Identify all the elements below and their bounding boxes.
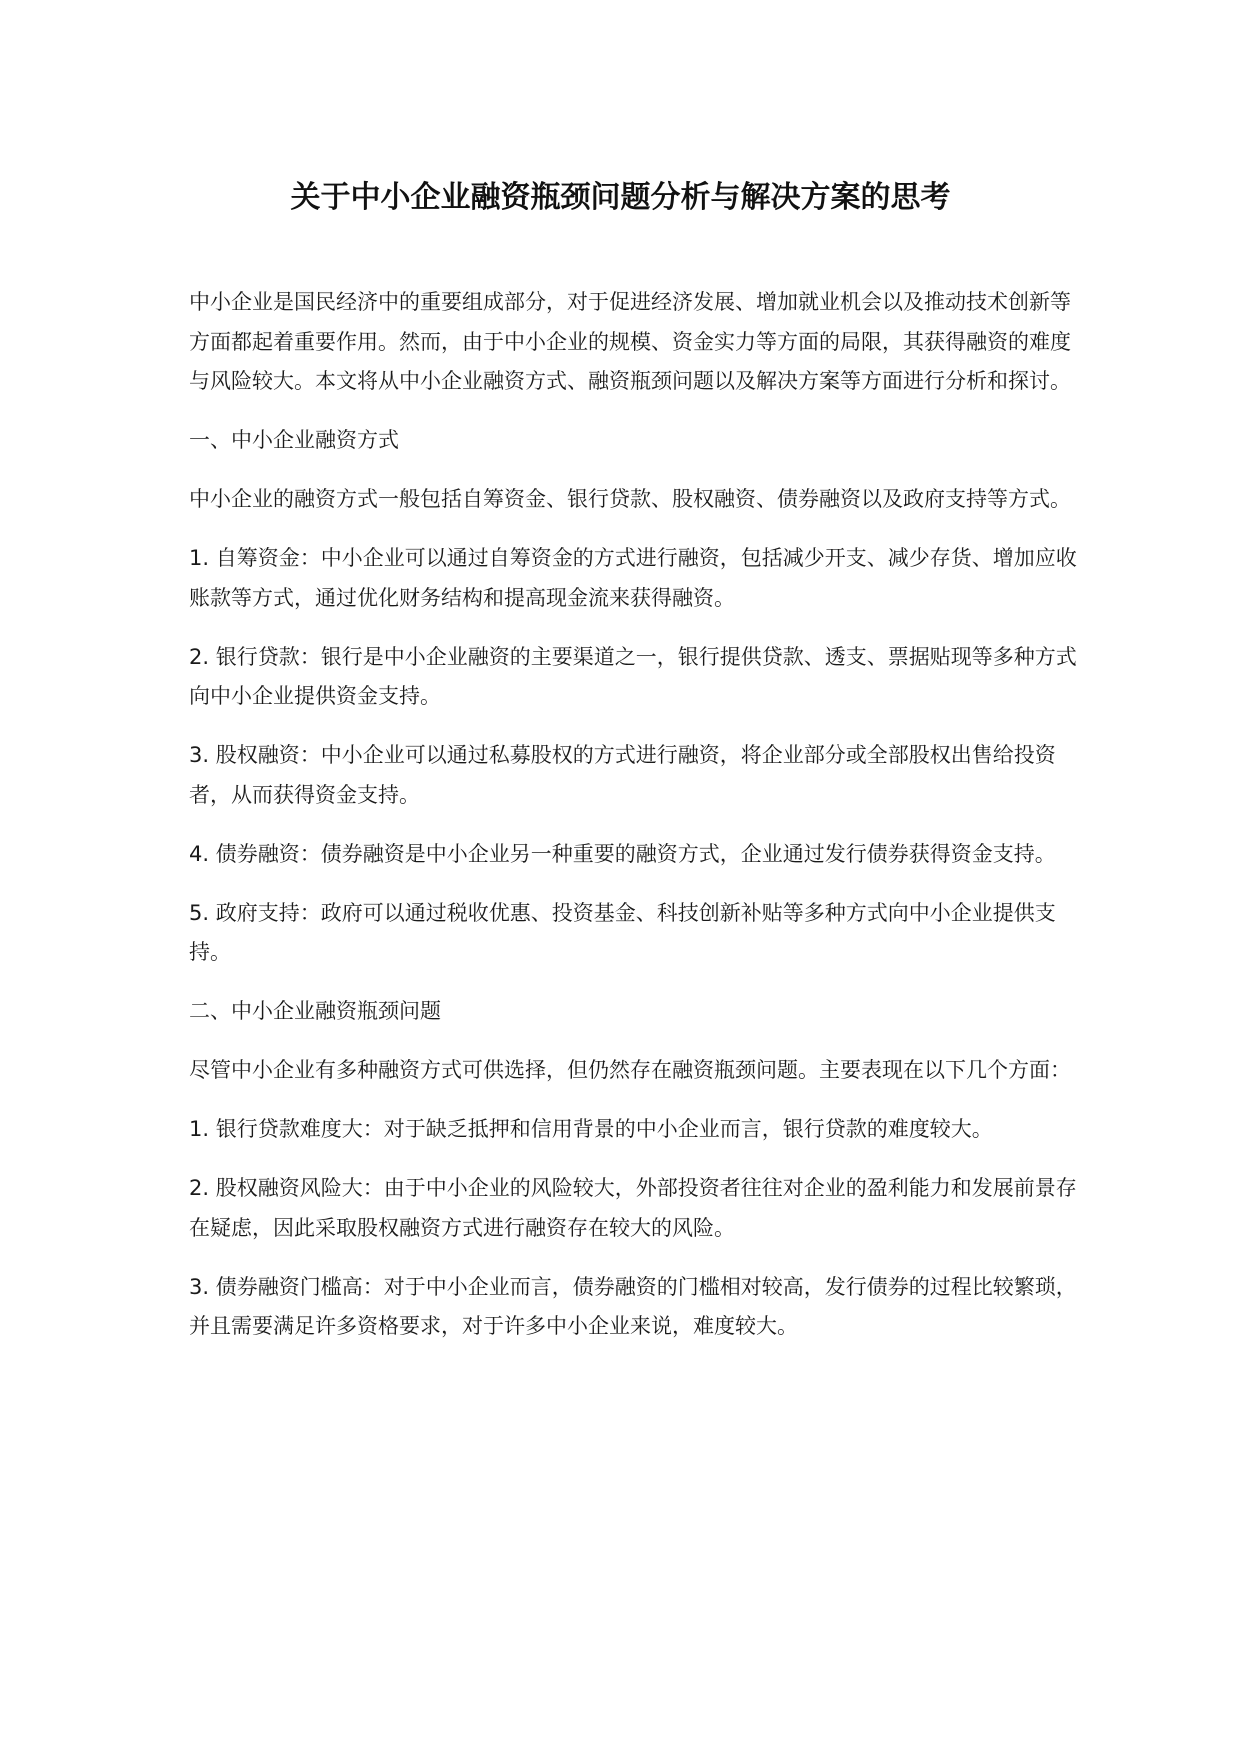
document-title: 关于中小企业融资瓶颈问题分析与解决方案的思考 bbox=[290, 180, 951, 215]
list-item-bond-threshold: 3. 债券融资门槛高：对于中小企业而言，债券融资的门槛相对较高，发行债券的过程比较繁琐，并且需要满足许多资格要求，对于许多中小企业来说，难度较大。 bbox=[189, 1274, 1077, 1338]
list-item-government-support: 5. 政府支持：政府可以通过税收优惠、投资基金、科技创新补贴等多种方式向中小企业提供支持。 bbox=[189, 900, 1056, 964]
list-item-bond-financing: 4. 债券融资：债券融资是中小企业另一种重要的融资方式，企业通过发行债券获得资金支持。 bbox=[189, 841, 1056, 866]
bottlenecks-paragraph: 尽管中小企业有多种融资方式可供选择，但仍然存在融资瓶颈问题。主要表现在以下几个方面： bbox=[189, 1058, 1071, 1082]
list-item-equity-financing: 3. 股权融资：中小企业可以通过私募股权的方式进行融资，将企业部分或全部股权出售给投资者，从而获得资金支持。 bbox=[189, 743, 1056, 807]
list-item-self-funding: 1. 自筹资金：中小企业可以通过自筹资金的方式进行融资，包括减少开支、减少存货、增加应收账款等方式，通过优化财务结构和提高现金流来获得融资。 bbox=[189, 546, 1077, 610]
list-item-bank-loans: 2. 银行贷款：银行是中小企业融资的主要渠道之一，银行提供贷款、透支、票据贴现等多种方式向中小企业提供资金支持。 bbox=[189, 644, 1077, 708]
section-heading-bottlenecks: 二、中小企业融资瓶颈问题 bbox=[189, 999, 441, 1023]
section-heading-financing-methods: 一、中小企业融资方式 bbox=[189, 428, 399, 452]
financing-methods-paragraph: 中小企业的融资方式一般包括自筹资金、银行贷款、股权融资、债券融资以及政府支持等方式。 bbox=[189, 487, 1071, 511]
list-item-loan-difficulty: 1. 银行贷款难度大：对于缺乏抵押和信用背景的中小企业而言，银行贷款的难度较大。 bbox=[189, 1117, 993, 1141]
intro-paragraph: 中小企业是国民经济中的重要组成部分，对于促进经济发展、增加就业机会以及推动技术创新等方面都起着重要作用。然而，由于中小企业的规模、资金实力等方面的局限，其获得融资的难度与风险较大。本文将从中小企业融资方式、融资瓶颈问题以及解决方案等方面进行分析和探讨。 bbox=[189, 290, 1071, 393]
document-body bbox=[189, 283, 1079, 1366]
list-item-equity-risk: 2. 股权融资风险大：由于中小企业的风险较大，外部投资者往往对企业的盈利能力和发展前景存在疑虑，因此采取股权融资方式进行融资存在较大的风险。 bbox=[189, 1176, 1077, 1240]
